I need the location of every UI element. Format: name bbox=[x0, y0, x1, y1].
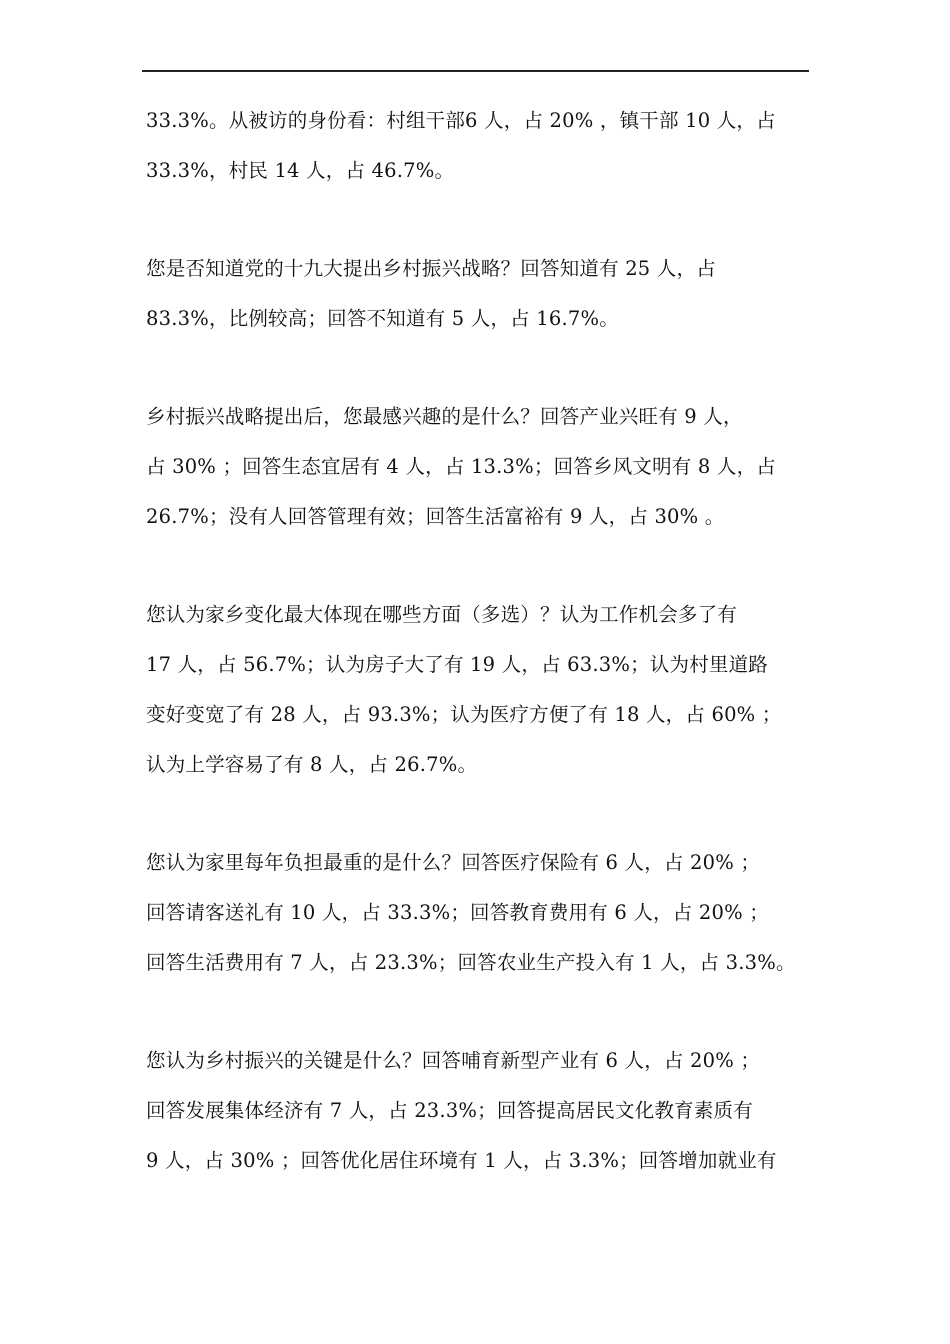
text-line: 认为上学容易了有 8 人，占 26.7%。 bbox=[146, 753, 478, 776]
paragraph-hometown-changes bbox=[146, 590, 812, 790]
text-line: 83.3%，比例较高；回答不知道有 5 人，占 16.7%。 bbox=[146, 307, 619, 330]
paragraph-most-interested bbox=[146, 392, 812, 542]
paragraph-heaviest-burden bbox=[146, 838, 812, 988]
header-rule bbox=[142, 70, 809, 72]
text-line: 您是否知道党的十九大提出乡村振兴战略？回答知道有 25 人，占 bbox=[146, 257, 716, 280]
paragraph-respondent-identity bbox=[146, 96, 812, 196]
document-body bbox=[146, 96, 812, 1186]
text-line: 26.7%；没有人回答管理有效；回答生活富裕有 9 人，占 30% 。 bbox=[146, 505, 725, 528]
text-line: 回答生活费用有 7 人，占 23.3%；回答农业生产投入有 1 人，占 3.3%。 bbox=[146, 951, 796, 974]
text-line: 变好变宽了有 28 人，占 93.3%；认为医疗方便了有 18 人，占 60% ； bbox=[146, 703, 782, 726]
text-line: 33.3%。从被访的身份看：村组干部6 人，占 20% ，镇干部 10 人，占 bbox=[146, 109, 776, 132]
text-line: 您认为乡村振兴的关键是什么？回答哺育新型产业有 6 人，占 20% ； bbox=[146, 1049, 761, 1072]
text-line: 9 人，占 30% ；回答优化居住环境有 1 人，占 3.3%；回答增加就业有 bbox=[146, 1149, 777, 1172]
paragraph-strategy-awareness bbox=[146, 244, 812, 344]
text-line: 您认为家乡变化最大体现在哪些方面（多选）？认为工作机会多了有 bbox=[146, 603, 738, 626]
text-line: 33.3%，村民 14 人，占 46.7%。 bbox=[146, 159, 455, 182]
text-line: 您认为家里每年负担最重的是什么？回答医疗保险有 6 人，占 20% ； bbox=[146, 851, 761, 874]
text-line: 乡村振兴战略提出后，您最感兴趣的是什么？回答产业兴旺有 9 人， bbox=[146, 405, 743, 428]
text-line: 回答发展集体经济有 7 人，占 23.3%；回答提高居民文化教育素质有 bbox=[146, 1099, 753, 1122]
text-line: 回答请客送礼有 10 人，占 33.3%；回答教育费用有 6 人，占 20% ； bbox=[146, 901, 769, 924]
paragraph-revitalization-key bbox=[146, 1036, 812, 1186]
text-line: 17 人，占 56.7%；认为房子大了有 19 人，占 63.3%；认为村里道路 bbox=[146, 653, 769, 676]
text-line: 占 30% ；回答生态宜居有 4 人，占 13.3%；回答乡风文明有 8 人，占 bbox=[146, 455, 776, 478]
